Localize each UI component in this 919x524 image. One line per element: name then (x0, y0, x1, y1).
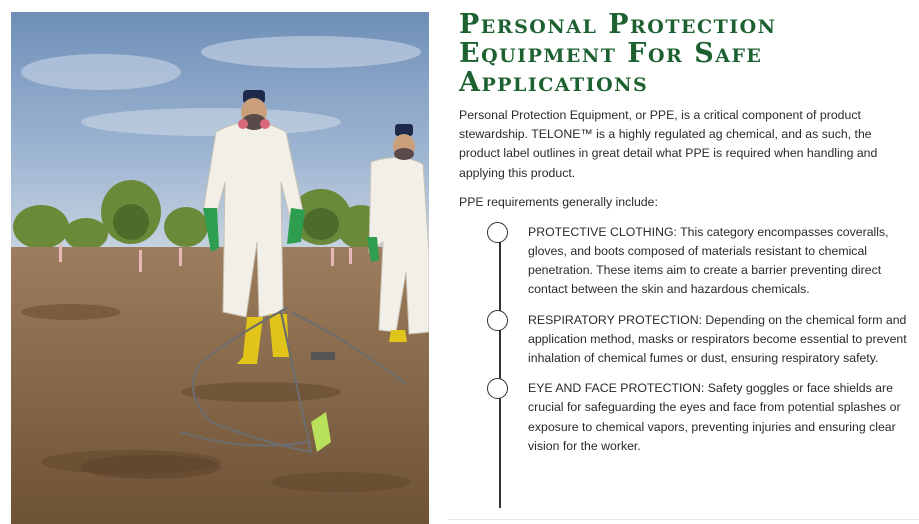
timeline-circle-icon (487, 222, 508, 243)
ppe-content (459, 10, 911, 508)
requirement-text: PROTECTIVE CLOTHING: This category encompasses coveralls, gloves, and boots composed of materials resistant to chemical penetration. These items aim to create a barrier preventing direct contact between the skin and hazardous chemicals. (528, 224, 889, 297)
requirement-text: EYE AND FACE PROTECTION: Safety goggles or face shields are crucial for safeguarding the eyes and face from potential splashes or exposure to chemical vapors, preventing injuries and ensuring clear vision for the worker. (528, 381, 901, 453)
page-title: Personal Protection Equipment For Safe Applications (459, 9, 777, 98)
requirement-item-eye-face-protection (486, 379, 911, 456)
requirement-item-protective-clothing (486, 223, 911, 300)
timeline-circle-icon (487, 378, 508, 399)
requirements-heading: PPE requirements generally include: (459, 194, 658, 209)
timeline-circle-icon (487, 310, 508, 331)
requirements-timeline (486, 223, 911, 508)
divider (448, 519, 919, 520)
requirement-text: RESPIRATORY PROTECTION: Depending on the chemical form and application method, masks or respirators become essential to prevent inhalation of chemical fumes or dust, ensuring respiratory safety. (528, 312, 907, 366)
requirement-item-respiratory-protection (486, 311, 911, 369)
intro-paragraph: Personal Protection Equipment, or PPE, is a critical component of product stewardship. TELONE™ is a highly regulated ag chemical, and as such, the product label outlines in great detail what PPE is required when handling and applying this product. (459, 108, 878, 180)
field-workers-photo (11, 12, 429, 524)
